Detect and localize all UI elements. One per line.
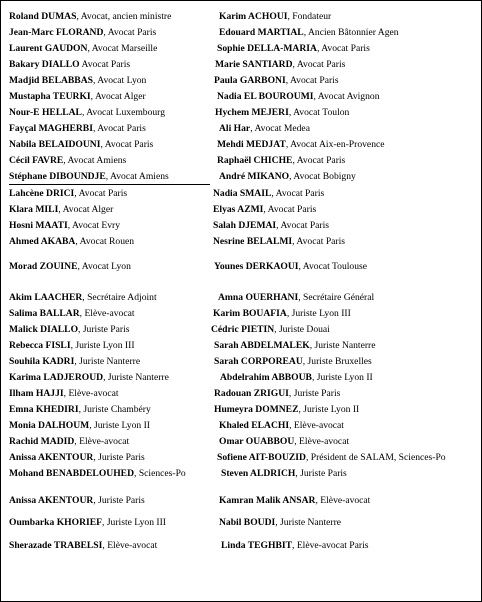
right-entry: [213, 307, 351, 321]
right-entry: [219, 419, 344, 433]
member-role: , Juriste Bruxelles: [302, 356, 372, 367]
left-entry: [9, 187, 127, 201]
member-name: Nadia SMAIL: [213, 188, 272, 199]
member-role: Avocat Paris: [79, 59, 131, 70]
member-role: , Avocat Paris: [92, 123, 146, 134]
left-entry: [9, 451, 145, 465]
member-role: , Juriste Lyon III: [286, 308, 351, 319]
member-name: Nesrine BELALMI: [213, 236, 293, 247]
member-name: Jean-Marc FLORAND: [9, 27, 104, 38]
member-role: , Avocat Luxembourg: [81, 107, 165, 118]
right-entry: [214, 260, 367, 274]
list-row: [1, 291, 481, 305]
right-entry: [214, 74, 339, 88]
member-role: , Avocat Paris: [100, 139, 154, 150]
member-role: , Juriste Nanterre: [103, 372, 169, 383]
member-name: Cécil FAVRE: [9, 155, 64, 166]
member-role: , Avocat Bobigny: [289, 171, 356, 182]
list-row: [1, 516, 481, 530]
left-entry: [9, 387, 119, 401]
member-role: , Juriste Lyon II: [298, 404, 360, 415]
member-role: , Juriste Paris: [93, 452, 145, 463]
member-name: Laurent GAUDON: [9, 43, 88, 54]
member-role: , Avocat Lyon: [92, 75, 147, 86]
member-role: , Avocat Paris: [285, 75, 339, 86]
right-entry: [215, 58, 345, 72]
list-row: [1, 323, 481, 337]
member-name: Linda TEGHBIT: [221, 540, 293, 551]
right-entry: [214, 387, 340, 401]
member-name: Oumbarka KHORIEF: [9, 517, 103, 528]
left-entry: [9, 371, 169, 385]
right-entry: [214, 355, 372, 369]
member-name: Radouan ZRIGUI: [214, 388, 289, 399]
member-name: Morad ZOUINE: [9, 261, 78, 272]
member-role: , Avocat Evry: [67, 220, 121, 231]
list-row: [1, 403, 481, 417]
member-role: , Avocat Medea: [250, 123, 310, 134]
right-entry: [213, 203, 316, 217]
member-name: Mohand BENABDELOUHED: [9, 468, 135, 479]
list-row: [1, 90, 481, 104]
right-entry: [219, 122, 310, 136]
member-name: Edouard MARTIAL: [219, 27, 304, 38]
left-entry: [9, 154, 126, 168]
left-entry: [9, 355, 140, 369]
member-role: , Secrétaire Général: [298, 292, 375, 303]
member-role: , Juriste Lyon II: [89, 420, 150, 431]
right-entry: [213, 187, 324, 201]
member-role: , Juriste Chambéry: [78, 404, 151, 415]
right-entry: [219, 494, 370, 508]
right-entry: [217, 42, 370, 56]
member-role: , Président de SALAM, Sciences-Po: [305, 452, 446, 463]
list-row: [1, 26, 481, 40]
member-role: , Avocat Paris: [276, 220, 330, 231]
member-name: Klara MILI: [9, 204, 59, 215]
member-name: Kamran Malik ANSAR: [219, 495, 316, 506]
member-role: , Avocat Paris: [292, 155, 346, 166]
member-role: , Juriste Paris: [295, 468, 347, 479]
member-role: , Avocat Marseille: [87, 43, 158, 54]
right-entry: [217, 138, 385, 152]
member-name: Karima LADJEROUD: [9, 372, 104, 383]
member-name: Rachid MADID: [9, 436, 75, 447]
member-name: Bakary DIALLO: [9, 59, 80, 70]
member-name: Emna KHEDIRI: [9, 404, 79, 415]
left-entry: [9, 419, 150, 433]
member-role: , Avocat Toulon: [288, 107, 350, 118]
member-name: Salima BALLAR: [9, 308, 80, 319]
list-row: [1, 539, 481, 553]
member-role: , Avocat Toulouse: [298, 261, 368, 272]
list-row: [1, 355, 481, 369]
member-name: Sophie DELLA-MARIA: [217, 43, 317, 54]
member-name: Souhila KADRI: [9, 356, 75, 367]
left-entry: [9, 539, 157, 553]
member-name: Stéphane DIBOUNDJE: [9, 171, 106, 182]
member-role: , Elève-avocat Paris: [292, 540, 369, 551]
list-row: [1, 42, 481, 56]
right-entry: [219, 10, 331, 24]
left-entry: [9, 494, 145, 508]
member-name: Paula GARBONI: [214, 75, 286, 86]
member-name: Elyas AZMI: [213, 204, 264, 215]
list-row: [1, 106, 481, 120]
left-entry: [9, 291, 157, 305]
member-role: , Sciences-Po: [134, 468, 186, 479]
list-row: [1, 138, 481, 152]
right-entry: [218, 291, 374, 305]
left-entry: [9, 106, 165, 120]
list-row: [1, 435, 481, 449]
list-row: [1, 467, 481, 481]
member-name: Karim BOUAFIA: [213, 308, 287, 319]
member-role: , Elève-avocat: [74, 436, 130, 447]
member-role: , Fondateur: [287, 11, 332, 22]
member-name: Amna OUERHANI: [218, 292, 299, 303]
member-role: , Elève-avocat: [79, 308, 135, 319]
member-name: Khaled ELACHI: [219, 420, 290, 431]
left-entry: [9, 42, 157, 56]
member-role: , Ancien Bâtonnier Agen: [303, 27, 399, 38]
member-name: Monia DALHOUM: [9, 420, 90, 431]
member-role: , Avocat Amiens: [63, 155, 127, 166]
member-name: Karim ACHOUI: [219, 11, 288, 22]
member-name: Lahcène DRICI: [9, 188, 75, 199]
member-name: André MIKANO: [219, 171, 290, 182]
member-role: , Juriste Nanterre: [275, 517, 342, 528]
member-role: , Juriste Nanterre: [74, 356, 141, 367]
member-name: Nabil BOUDI: [219, 517, 276, 528]
member-name: Fayçal MAGHERBI: [9, 123, 93, 134]
list-row: [1, 419, 481, 433]
member-name: Sofiene AIT-BOUZID: [217, 452, 306, 463]
left-entry: [9, 339, 135, 353]
right-entry: [213, 219, 329, 233]
right-entry: [217, 451, 446, 465]
left-entry: [9, 10, 171, 24]
member-name: Salah DJEMAI: [213, 220, 277, 231]
member-role: , Elève-avocat: [294, 436, 350, 447]
member-name: Humeyra DOMNEZ: [214, 404, 299, 415]
member-role: , Avocat Alger: [90, 91, 146, 102]
left-entry: [9, 516, 166, 530]
list-row: [1, 219, 481, 233]
member-name: Hychem MEJERI: [215, 107, 289, 118]
list-row: [1, 10, 481, 24]
left-entry: [9, 323, 129, 337]
member-name: Akim LAACHER: [9, 292, 83, 303]
member-name: Sarah ABDELMALEK: [214, 340, 310, 351]
right-entry: [219, 516, 341, 530]
list-row: [1, 154, 481, 168]
right-entry: [221, 467, 347, 481]
right-entry: [217, 154, 345, 168]
right-entry: [219, 435, 349, 449]
left-entry: [9, 467, 186, 481]
member-name: Raphaël CHICHE: [217, 155, 293, 166]
left-entry: [9, 138, 153, 152]
member-name: Ahmed AKABA: [9, 236, 76, 247]
right-entry: [213, 235, 345, 249]
right-entry: [220, 371, 373, 385]
member-name: Ali Har: [219, 123, 251, 134]
member-role: , Elève-avocat: [289, 420, 344, 431]
right-entry: [219, 170, 356, 184]
list-row: [1, 58, 481, 72]
member-role: , Avocat Paris: [271, 188, 325, 199]
member-role: , Avocat Lyon: [77, 261, 131, 272]
member-role: , Juriste Paris: [93, 495, 145, 506]
member-role: , Juriste Paris: [288, 388, 341, 399]
list-row: [1, 187, 481, 201]
left-entry: [9, 58, 130, 72]
member-name: Nabila BELAIDOUNI: [9, 139, 101, 150]
right-entry: [211, 323, 330, 337]
member-role: , Avocat Rouen: [75, 236, 135, 247]
member-role: , Avocat Amiens: [105, 171, 169, 182]
list-row: [1, 235, 481, 249]
member-name: Omar OUABBOU: [219, 436, 295, 447]
member-name: Nadia EL BOUROUMI: [217, 91, 314, 102]
member-role: , Juriste Lyon III: [102, 517, 166, 528]
member-role: , Elève-avocat: [63, 388, 119, 399]
right-entry: [217, 90, 380, 104]
right-entry: [219, 26, 399, 40]
member-role: , Juriste Lyon III: [70, 340, 135, 351]
member-name: Steven ALDRICH: [221, 468, 296, 479]
left-entry: [9, 74, 146, 88]
member-name: Anissa AKENTOUR: [9, 495, 94, 506]
member-role: , Avocat Aix-en-Provence: [285, 139, 385, 150]
member-role: , Avocat Paris: [292, 236, 346, 247]
list-row: [1, 307, 481, 321]
member-name: Ilham HAJJI: [9, 388, 64, 399]
left-entry: [9, 26, 156, 40]
member-name: Roland DUMAS: [9, 11, 77, 22]
member-role: , Elève-avocat: [315, 495, 371, 506]
left-entry: [9, 307, 135, 321]
left-entry: [9, 235, 134, 249]
right-entry: [214, 339, 376, 353]
member-role: , Juriste Douai: [274, 324, 330, 335]
member-role: , Avocat Paris: [263, 204, 317, 215]
member-role: , Avocat Paris: [316, 43, 370, 54]
left-entry: [9, 203, 113, 217]
member-name: Marie SANTIARD: [215, 59, 293, 70]
list-row: [1, 387, 481, 401]
left-entry: [9, 219, 120, 233]
member-role: , Avocat Alger: [58, 204, 114, 215]
member-role: , Avocat Avignon: [313, 91, 380, 102]
list-row: [1, 170, 481, 184]
left-entry: [9, 90, 146, 104]
member-role: , Juriste Paris: [78, 324, 130, 335]
section-divider-line: [9, 184, 210, 185]
list-row: [1, 339, 481, 353]
member-name: Madjid BELABBAS: [9, 75, 93, 86]
member-name: Hosni MAATI: [9, 220, 68, 231]
left-entry: [9, 170, 169, 184]
list-row: [1, 203, 481, 217]
left-entry: [9, 435, 129, 449]
member-name: Cédric PIETIN: [211, 324, 275, 335]
left-entry: [9, 403, 151, 417]
list-row: [1, 371, 481, 385]
right-entry: [214, 403, 359, 417]
member-name: Younes DERKAOUI: [214, 261, 299, 272]
member-name: Sarah CORPOREAU: [214, 356, 303, 367]
list-row: [1, 494, 481, 508]
member-role: , Juriste Lyon II: [311, 372, 373, 383]
list-row: [1, 260, 481, 274]
member-name: Malick DIALLO: [9, 324, 79, 335]
member-name: Sherazade TRABELSI: [9, 540, 103, 551]
member-role: , Avocat, ancien ministre: [76, 11, 172, 22]
right-entry: [221, 539, 368, 553]
left-entry: [9, 260, 131, 274]
right-entry: [215, 106, 349, 120]
left-entry: [9, 122, 146, 136]
member-name: Mustapha TEURKI: [9, 91, 91, 102]
member-role: , Juriste Nanterre: [309, 340, 376, 351]
member-name: Rebecca FISLI: [9, 340, 71, 351]
list-row: [1, 74, 481, 88]
member-name: Nour-E HELLAL: [9, 107, 82, 118]
member-role: , Avocat Paris: [103, 27, 157, 38]
member-role: , Avocat Paris: [74, 188, 128, 199]
member-role: , Elève-avocat: [102, 540, 158, 551]
member-role: , Secrétaire Adjoint: [82, 292, 157, 303]
member-name: Mehdi MEDJAT: [217, 139, 286, 150]
member-name: Abdelrahim ABBOUB: [220, 372, 312, 383]
list-row: [1, 451, 481, 465]
member-role: , Avocat Paris: [292, 59, 346, 70]
list-row: [1, 122, 481, 136]
member-name: Anissa AKENTOUR: [9, 452, 94, 463]
